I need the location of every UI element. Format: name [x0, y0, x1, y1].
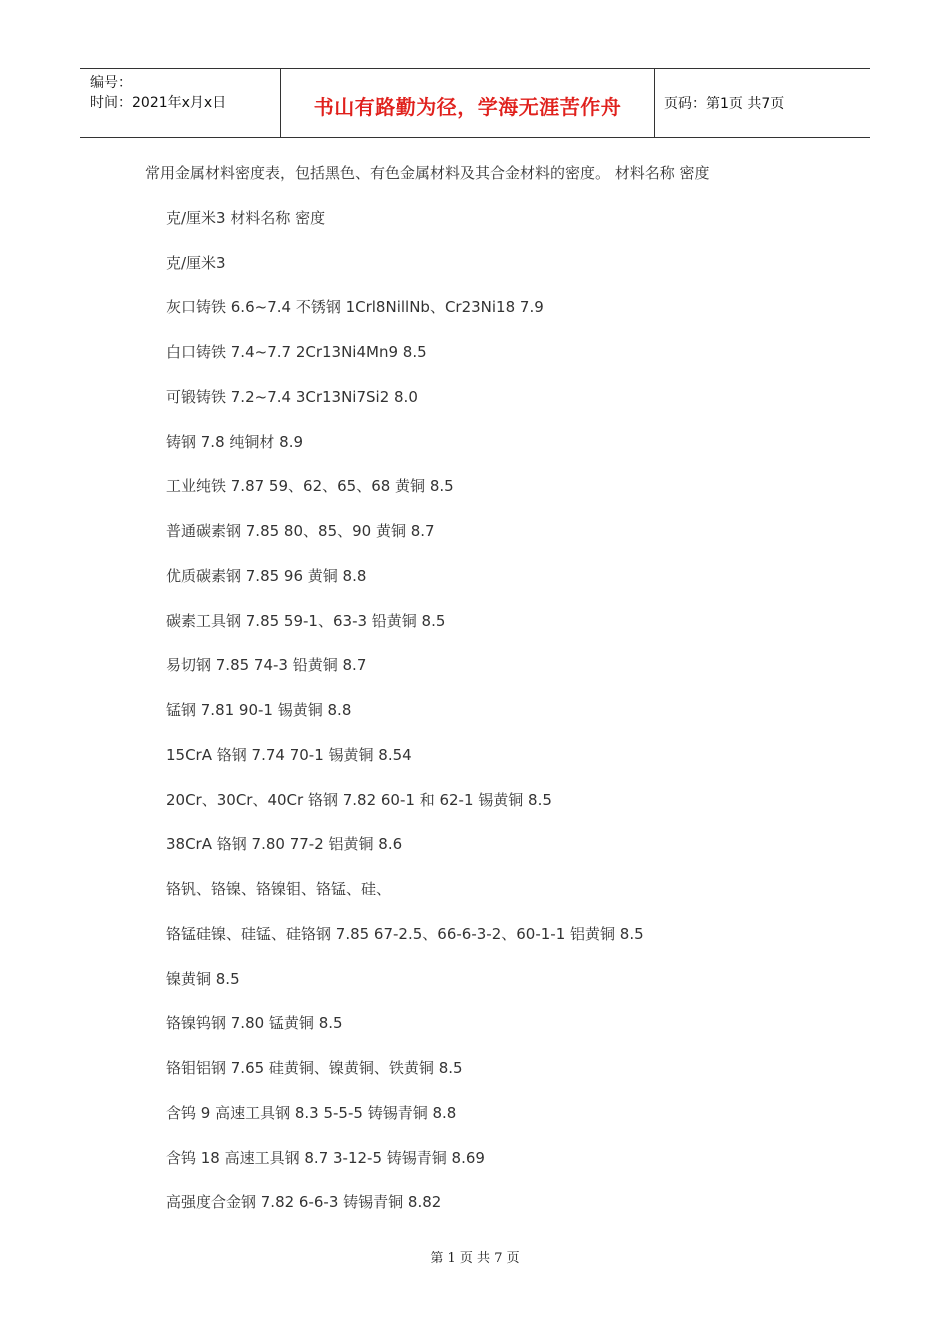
header-motto: 书山有路勤为径，学海无涯苦作舟	[313, 94, 622, 119]
intro-paragraph: 常用金属材料密度表，包括黑色、有色金属材料及其合金材料的密度。 材料名称 密度	[145, 164, 710, 182]
text-line: 15CrA 铬钢 7.74 70-1 锡黄铜 8.54	[166, 746, 412, 764]
page-header	[80, 68, 870, 138]
text-line: 镍黄铜 8.5	[166, 970, 240, 988]
header-page-info: 页码：第1页 共7页	[664, 96, 785, 112]
text-line: 克/厘米3	[166, 254, 226, 272]
text-line: 20Cr、30Cr、40Cr 铬钢 7.82 60-1 和 62-1 锡黄铜 8.5	[166, 791, 552, 809]
document-date-label: 时间：2021年x月x日	[90, 95, 227, 111]
text-line: 锰钢 7.81 90-1 锡黄铜 8.8	[166, 701, 352, 719]
text-line: 白口铸铁 7.4~7.7 2Cr13Ni4Mn9 8.5	[166, 343, 427, 361]
header-info-cell	[80, 69, 280, 137]
text-line: 工业纯铁 7.87 59、62、65、68 黄铜 8.5	[166, 477, 454, 495]
header-page-cell	[654, 69, 870, 137]
text-line: 铬锰硅镍、硅锰、硅铬钢 7.85 67-2.5、66-6-3-2、60-1-1 铝黄铜 8.5	[166, 925, 644, 943]
text-line: 38CrA 铬钢 7.80 77-2 铝黄铜 8.6	[166, 835, 403, 853]
document-number-label: 编号：	[90, 75, 132, 91]
text-line: 含钨 9 高速工具钢 8.3 5-5-5 铸锡青铜 8.8	[166, 1104, 457, 1122]
text-line: 灰口铸铁 6.6~7.4 不锈钢 1Crl8NillNb、Cr23Ni18 7.9	[166, 298, 544, 316]
text-line: 含钨 18 高速工具钢 8.7 3-12-5 铸锡青铜 8.69	[166, 1149, 485, 1167]
text-line: 可锻铸铁 7.2~7.4 3Cr13Ni7Si2 8.0	[166, 388, 418, 406]
text-line: 碳素工具钢 7.85 59-1、63-3 铅黄铜 8.5	[166, 612, 446, 630]
page-footer: 第 1 页 共 7 页	[430, 1251, 520, 1266]
text-line: 铸钢 7.8 纯铜材 8.9	[166, 433, 304, 451]
text-line: 普通碳素钢 7.85 80、85、90 黄铜 8.7	[166, 522, 435, 540]
text-line: 克/厘米3 材料名称 密度	[166, 209, 326, 227]
text-line: 易切钢 7.85 74-3 铅黄铜 8.7	[166, 656, 367, 674]
text-line: 高强度合金钢 7.82 6-6-3 铸锡青铜 8.82	[166, 1193, 442, 1211]
text-line: 铬钒、铬镍、铬镍钼、铬锰、硅、	[166, 880, 392, 898]
header-motto-cell	[280, 69, 655, 137]
text-line: 铬钼铝钢 7.65 硅黄铜、镍黄铜、铁黄铜 8.5	[166, 1059, 463, 1077]
text-line: 优质碳素钢 7.85 96 黄铜 8.8	[166, 567, 367, 585]
text-line: 铬镍钨钢 7.80 锰黄铜 8.5	[166, 1014, 343, 1032]
